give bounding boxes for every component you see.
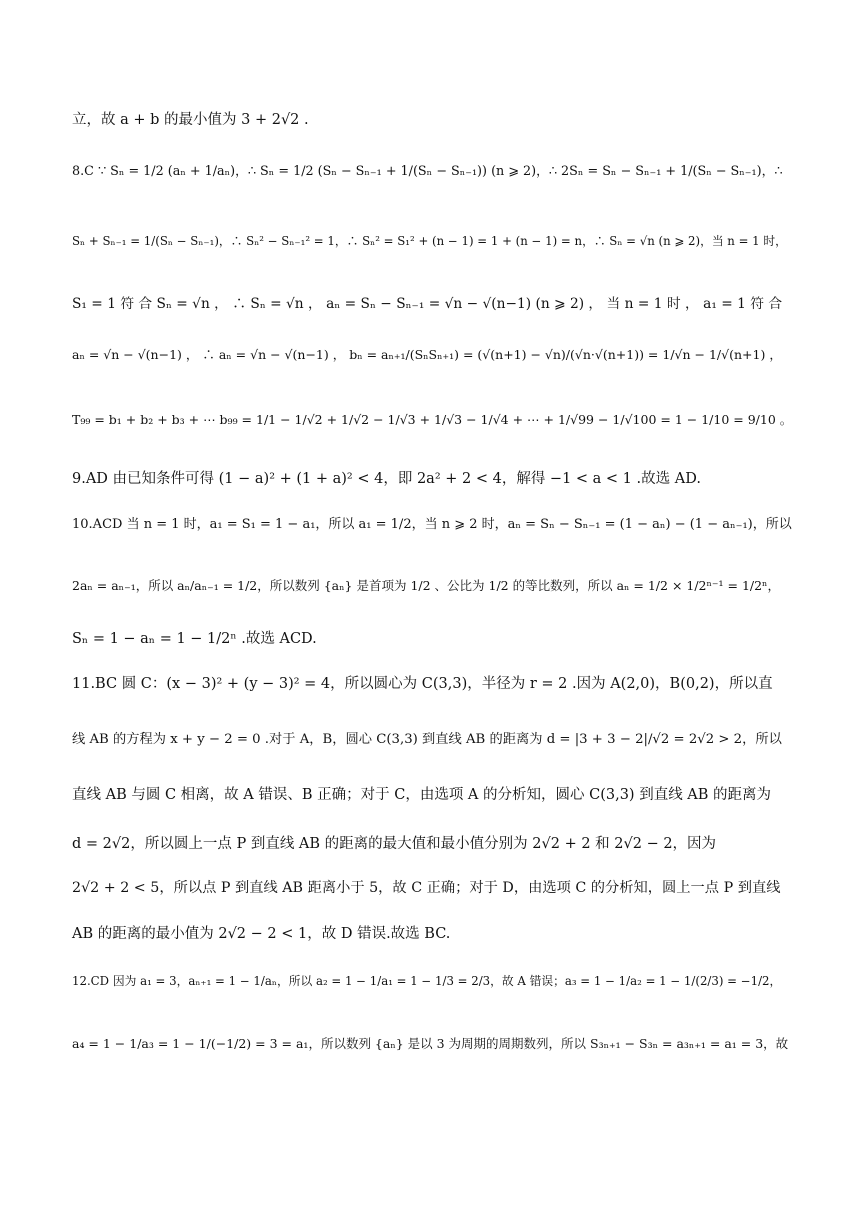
text-line: aₙ = √n − √(n−1) ， ∴ aₙ = √n − √(n−1) ， bₙ = aₙ₊₁/(SₙSₙ₊₁) = (√(n+1) − √n)/(√n·√(n+1)) = 1/√n − 1/√(n+1) ，	[72, 347, 782, 362]
text-line: S₁ = 1 符 合 Sₙ = √n ， ∴ Sₙ = √n ， aₙ = Sₙ − Sₙ₋₁ = √n − √(n−1) (n ⩾ 2) ， 当 n = 1 时 ， a₁ = 1 符 合	[72, 296, 783, 312]
text-line: 12.CD 因为 a₁ = 3，aₙ₊₁ = 1 − 1/aₙ，所以 a₂ = 1 − 1/a₁ = 1 − 1/3 = 2/3，故 A 错误；a₃ = 1 − 1/a₂ = 1 − 1/(2/3) = −1/2，	[72, 974, 782, 988]
text-line: 2aₙ = aₙ₋₁，所以 aₙ/aₙ₋₁ = 1/2，所以数列 {aₙ} 是首项为 1/2 、公比为 1/2 的等比数列，所以 aₙ = 1/2 × 1/2ⁿ⁻¹ = 1/2ⁿ，	[72, 578, 780, 593]
text-line: d = 2√2，所以圆上一点 P 到直线 AB 的距离的最大值和最小值分别为 2√2 + 2 和 2√2 − 2，因为	[72, 836, 717, 852]
text-line: 9.AD 由已知条件可得 (1 − a)² + (1 + a)² < 4，即 2a² + 2 < 4，解得 −1 < a < 1 .故选 AD.	[72, 471, 701, 487]
text-line: 线 AB 的方程为 x + y − 2 = 0 .对于 A，B，圆心 C(3,3) 到直线 AB 的距离为 d = |3 + 3 − 2|/√2 = 2√2 > 2，所以	[72, 732, 782, 747]
text-line: 10.ACD 当 n = 1 时，a₁ = S₁ = 1 − a₁，所以 a₁ = 1/2，当 n ⩾ 2 时，aₙ = Sₙ − Sₙ₋₁ = (1 − aₙ) − (1 − aₙ₋₁)，所以	[72, 517, 792, 532]
text-line: 11.BC 圆 C：(x − 3)² + (y − 3)² = 4，所以圆心为 C(3,3)，半径为 r = 2 .因为 A(2,0)，B(0,2)，所以直	[72, 676, 773, 692]
text-line: Sₙ + Sₙ₋₁ = 1/(Sₙ − Sₙ₋₁)，∴ Sₙ² − Sₙ₋₁² = 1，∴ Sₙ² = S₁² + (n − 1) = 1 + (n − 1) = n，∴ Sₙ = √n (n ⩾ 2)，当 n = 1 时，	[72, 234, 787, 248]
text-line: 8.C ∵ Sₙ = 1/2 (aₙ + 1/aₙ)，∴ Sₙ = 1/2 (Sₙ − Sₙ₋₁ + 1/(Sₙ − Sₙ₋₁)) (n ⩾ 2)，∴ 2Sₙ = Sₙ − Sₙ₋₁ + 1/(Sₙ − Sₙ₋₁)，∴	[72, 164, 783, 179]
text-line: Sₙ = 1 − aₙ = 1 − 1/2ⁿ .故选 ACD.	[72, 631, 317, 647]
text-line: 立，故 a + b 的最小值为 3 + 2√2 .	[72, 112, 309, 128]
text-line: a₄ = 1 − 1/a₃ = 1 − 1/(−1/2) = 3 = a₁，所以数列 {aₙ} 是以 3 为周期的周期数列，所以 S₃ₙ₊₁ − S₃ₙ = a₃ₙ₊₁ = a₁ = 3，故	[72, 1036, 789, 1051]
text-line: T₉₉ = b₁ + b₂ + b₃ + ⋯ b₉₉ = 1/1 − 1/√2 + 1/√2 − 1/√3 + 1/√3 − 1/√4 + ⋯ + 1/√99 − 1/√100 = 1 − 1/10 = 9/10 。	[72, 412, 793, 427]
text-line: AB 的距离的最小值为 2√2 − 2 < 1，故 D 错误.故选 BC.	[72, 926, 451, 942]
text-line: 2√2 + 2 < 5，所以点 P 到直线 AB 距离小于 5，故 C 正确；对于 D，由选项 C 的分析知，圆上一点 P 到直线	[72, 880, 781, 896]
text-line: 直线 AB 与圆 C 相离，故 A 错误、B 正确；对于 C，由选项 A 的分析知，圆心 C(3,3) 到直线 AB 的距离为	[72, 787, 772, 803]
